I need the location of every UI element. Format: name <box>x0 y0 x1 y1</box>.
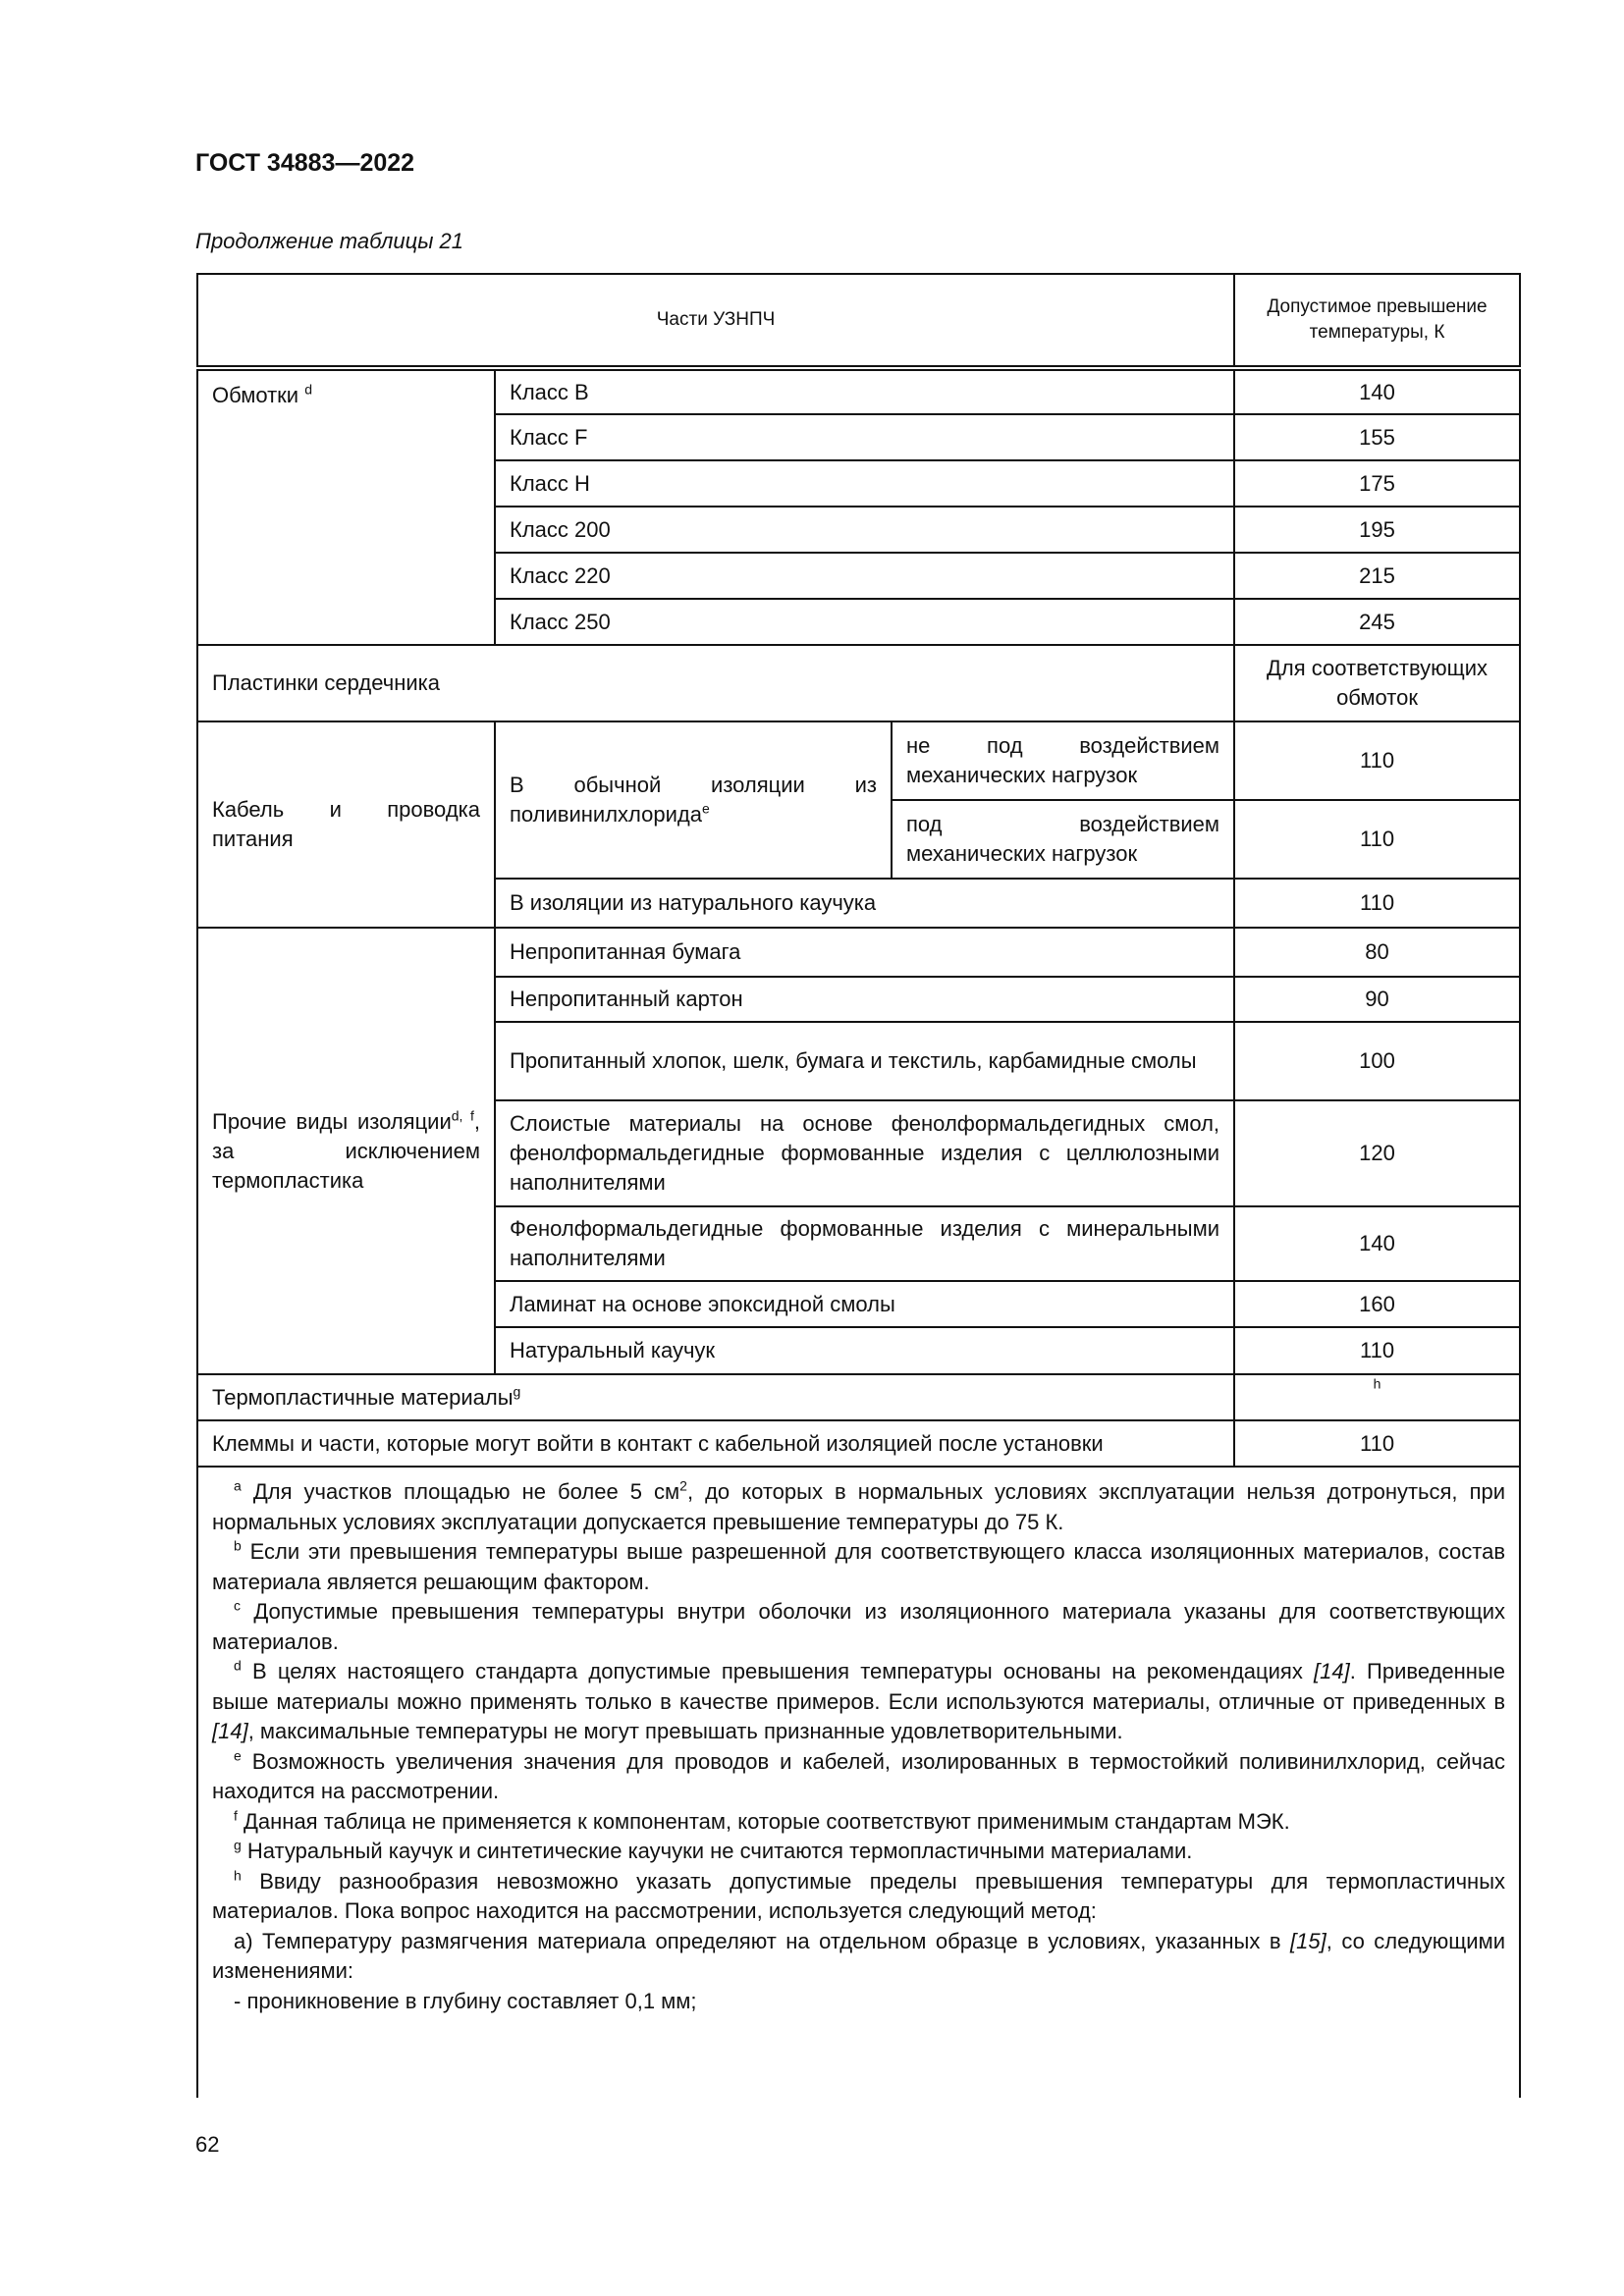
table-row <box>197 368 1520 414</box>
footnote-d: $^d$ В целях настоящего стандарта допустимые превышения температуры основаны на рекомендациях [14]. Приведенные выше материалы можно применять только в качестве примеров. Если используются материалы, отличные от приведенных в [14], максимальные температуры не могут превышать признанные удовлетворительными. <box>212 1657 1506 1743</box>
row-name: Класс 220 <box>495 553 1234 599</box>
row-name: Пропитанный хлопок, шелк, бумага и текстиль, карбамидные смолы <box>495 1022 1234 1100</box>
row-name: Класс 250 <box>495 599 1234 645</box>
table-row <box>197 1374 1520 1420</box>
footnote-h-dash: - проникновение в глубину составляет 0,1 мм; <box>234 1988 697 2013</box>
windings-label: Обмотки $^d$ <box>197 368 495 645</box>
temperature-table <box>196 273 1521 2098</box>
row-name: Натуральный каучук <box>495 1327 1234 1374</box>
footnote-a: $^a$ Для участков площадью не более 5 $см^2$, до которых в нормальных условиях эксплуатации нельзя дотронуться, при нормальных условиях эксплуатации допускается превышение температуры до 75 К. <box>212 1477 1506 1534</box>
row-name: Класс H <box>495 460 1234 507</box>
footnote-h: $^h$ Ввиду разнообразия невозможно указать допустимые пределы превышения температуры для термопластичных материалов. Пока вопрос находится на рассмотрении, используется следующий метод: <box>212 1867 1506 1923</box>
row-value: 120 <box>1234 1100 1520 1206</box>
table-header <box>197 274 1520 368</box>
terminals-value: 110 <box>1234 1420 1520 1467</box>
row-name: Фенолформальдегидные формованные изделия с минеральными наполнителями <box>495 1206 1234 1281</box>
thermo-value: h <box>1234 1374 1520 1420</box>
row-name: Слоистые материалы на основе фенолформальдегидных смол, фенолформальдегидные формованные изделия с целлюлозными наполнителями <box>495 1100 1234 1206</box>
row-value: 110 <box>1234 721 1520 800</box>
document-id: ГОСТ 34883—2022 <box>195 149 415 177</box>
row-value: 110 <box>1234 800 1520 879</box>
row-value: 140 <box>1234 1206 1520 1281</box>
row-value: 100 <box>1234 1022 1520 1100</box>
row-name: Ламинат на основе эпоксидной смолы <box>495 1281 1234 1327</box>
footnotes-row <box>197 1467 1520 2098</box>
row-name: не под воздействием механических нагрузок <box>892 721 1234 800</box>
row-name: под воздействием механических нагрузок <box>892 800 1234 879</box>
footnotes <box>197 1467 1520 2098</box>
footnote-b: $^b$ Если эти превышения температуры выше разрешенной для соответствующего класса изоляционных материалов, состав материала является решающим фактором. <box>212 1537 1506 1594</box>
header-temp: Допустимое превышение температуры, К <box>1234 274 1520 368</box>
row-value: 110 <box>1234 879 1520 928</box>
row-value: 175 <box>1234 460 1520 507</box>
table-row <box>197 721 1520 800</box>
table-caption: Продолжение таблицы 21 <box>195 229 463 253</box>
page-number: 62 <box>195 2132 220 2157</box>
row-value: 155 <box>1234 414 1520 460</box>
header-parts: Части УЗНПЧ <box>197 274 1234 368</box>
row-name: Класс 200 <box>495 507 1234 553</box>
cable-label: Кабель и проводка питания <box>197 721 495 928</box>
row-name: В изоляции из натурального каучука <box>495 879 1234 928</box>
row-value: 80 <box>1234 928 1520 977</box>
other-insulation-label: Прочие виды изоляции$^{d, f}$, за исключением термопластика <box>197 928 495 1374</box>
row-name: Класс F <box>495 414 1234 460</box>
terminals-label: Клеммы и части, которые могут войти в контакт с кабельной изоляцией после установки <box>197 1420 1234 1467</box>
row-value: 245 <box>1234 599 1520 645</box>
row-name: Непропитанный картон <box>495 977 1234 1022</box>
row-value: 90 <box>1234 977 1520 1022</box>
row-value: 140 <box>1234 368 1520 414</box>
pvc-label: В обычной изоляции из поливинилхлорида$^e$ <box>495 721 892 879</box>
footnote-c: $^c$ Допустимые превышения температуры внутри оболочки из изоляционного материала указаны для соответствующих материалов. <box>212 1597 1506 1654</box>
row-value: 195 <box>1234 507 1520 553</box>
footnote-h-item-a: а) Температуру размягчения материала определяют на отдельном образце в условиях, указанных в [15], со следующими изменениями: <box>212 1928 1506 1983</box>
table-row <box>197 1420 1520 1467</box>
footnote-g: $^g$ Натуральный каучук и синтетические каучуки не считаются термопластичными материалами. <box>234 1837 1193 1863</box>
row-value: 160 <box>1234 1281 1520 1327</box>
row-name: Класс B <box>495 368 1234 414</box>
row-value: 110 <box>1234 1327 1520 1374</box>
thermo-label: Термопластичные материалы$^g$ <box>197 1374 1234 1420</box>
table-row <box>197 928 1520 977</box>
row-name: Непропитанная бумага <box>495 928 1234 977</box>
table-row <box>197 645 1520 721</box>
row-value: 215 <box>1234 553 1520 599</box>
footnote-f: $^f$ Данная таблица не применяется к компонентам, которые соответствуют применимым стандартам МЭК. <box>234 1807 1290 1834</box>
core-label: Пластинки сердечника <box>197 645 1234 721</box>
core-value: Для соответствующих обмоток <box>1234 645 1520 721</box>
footnote-e: $^e$ Возможность увеличения значения для проводов и кабелей, изолированных в термостойкий поливинилхлорид, сейчас находится на рассмотрении. <box>212 1747 1506 1803</box>
